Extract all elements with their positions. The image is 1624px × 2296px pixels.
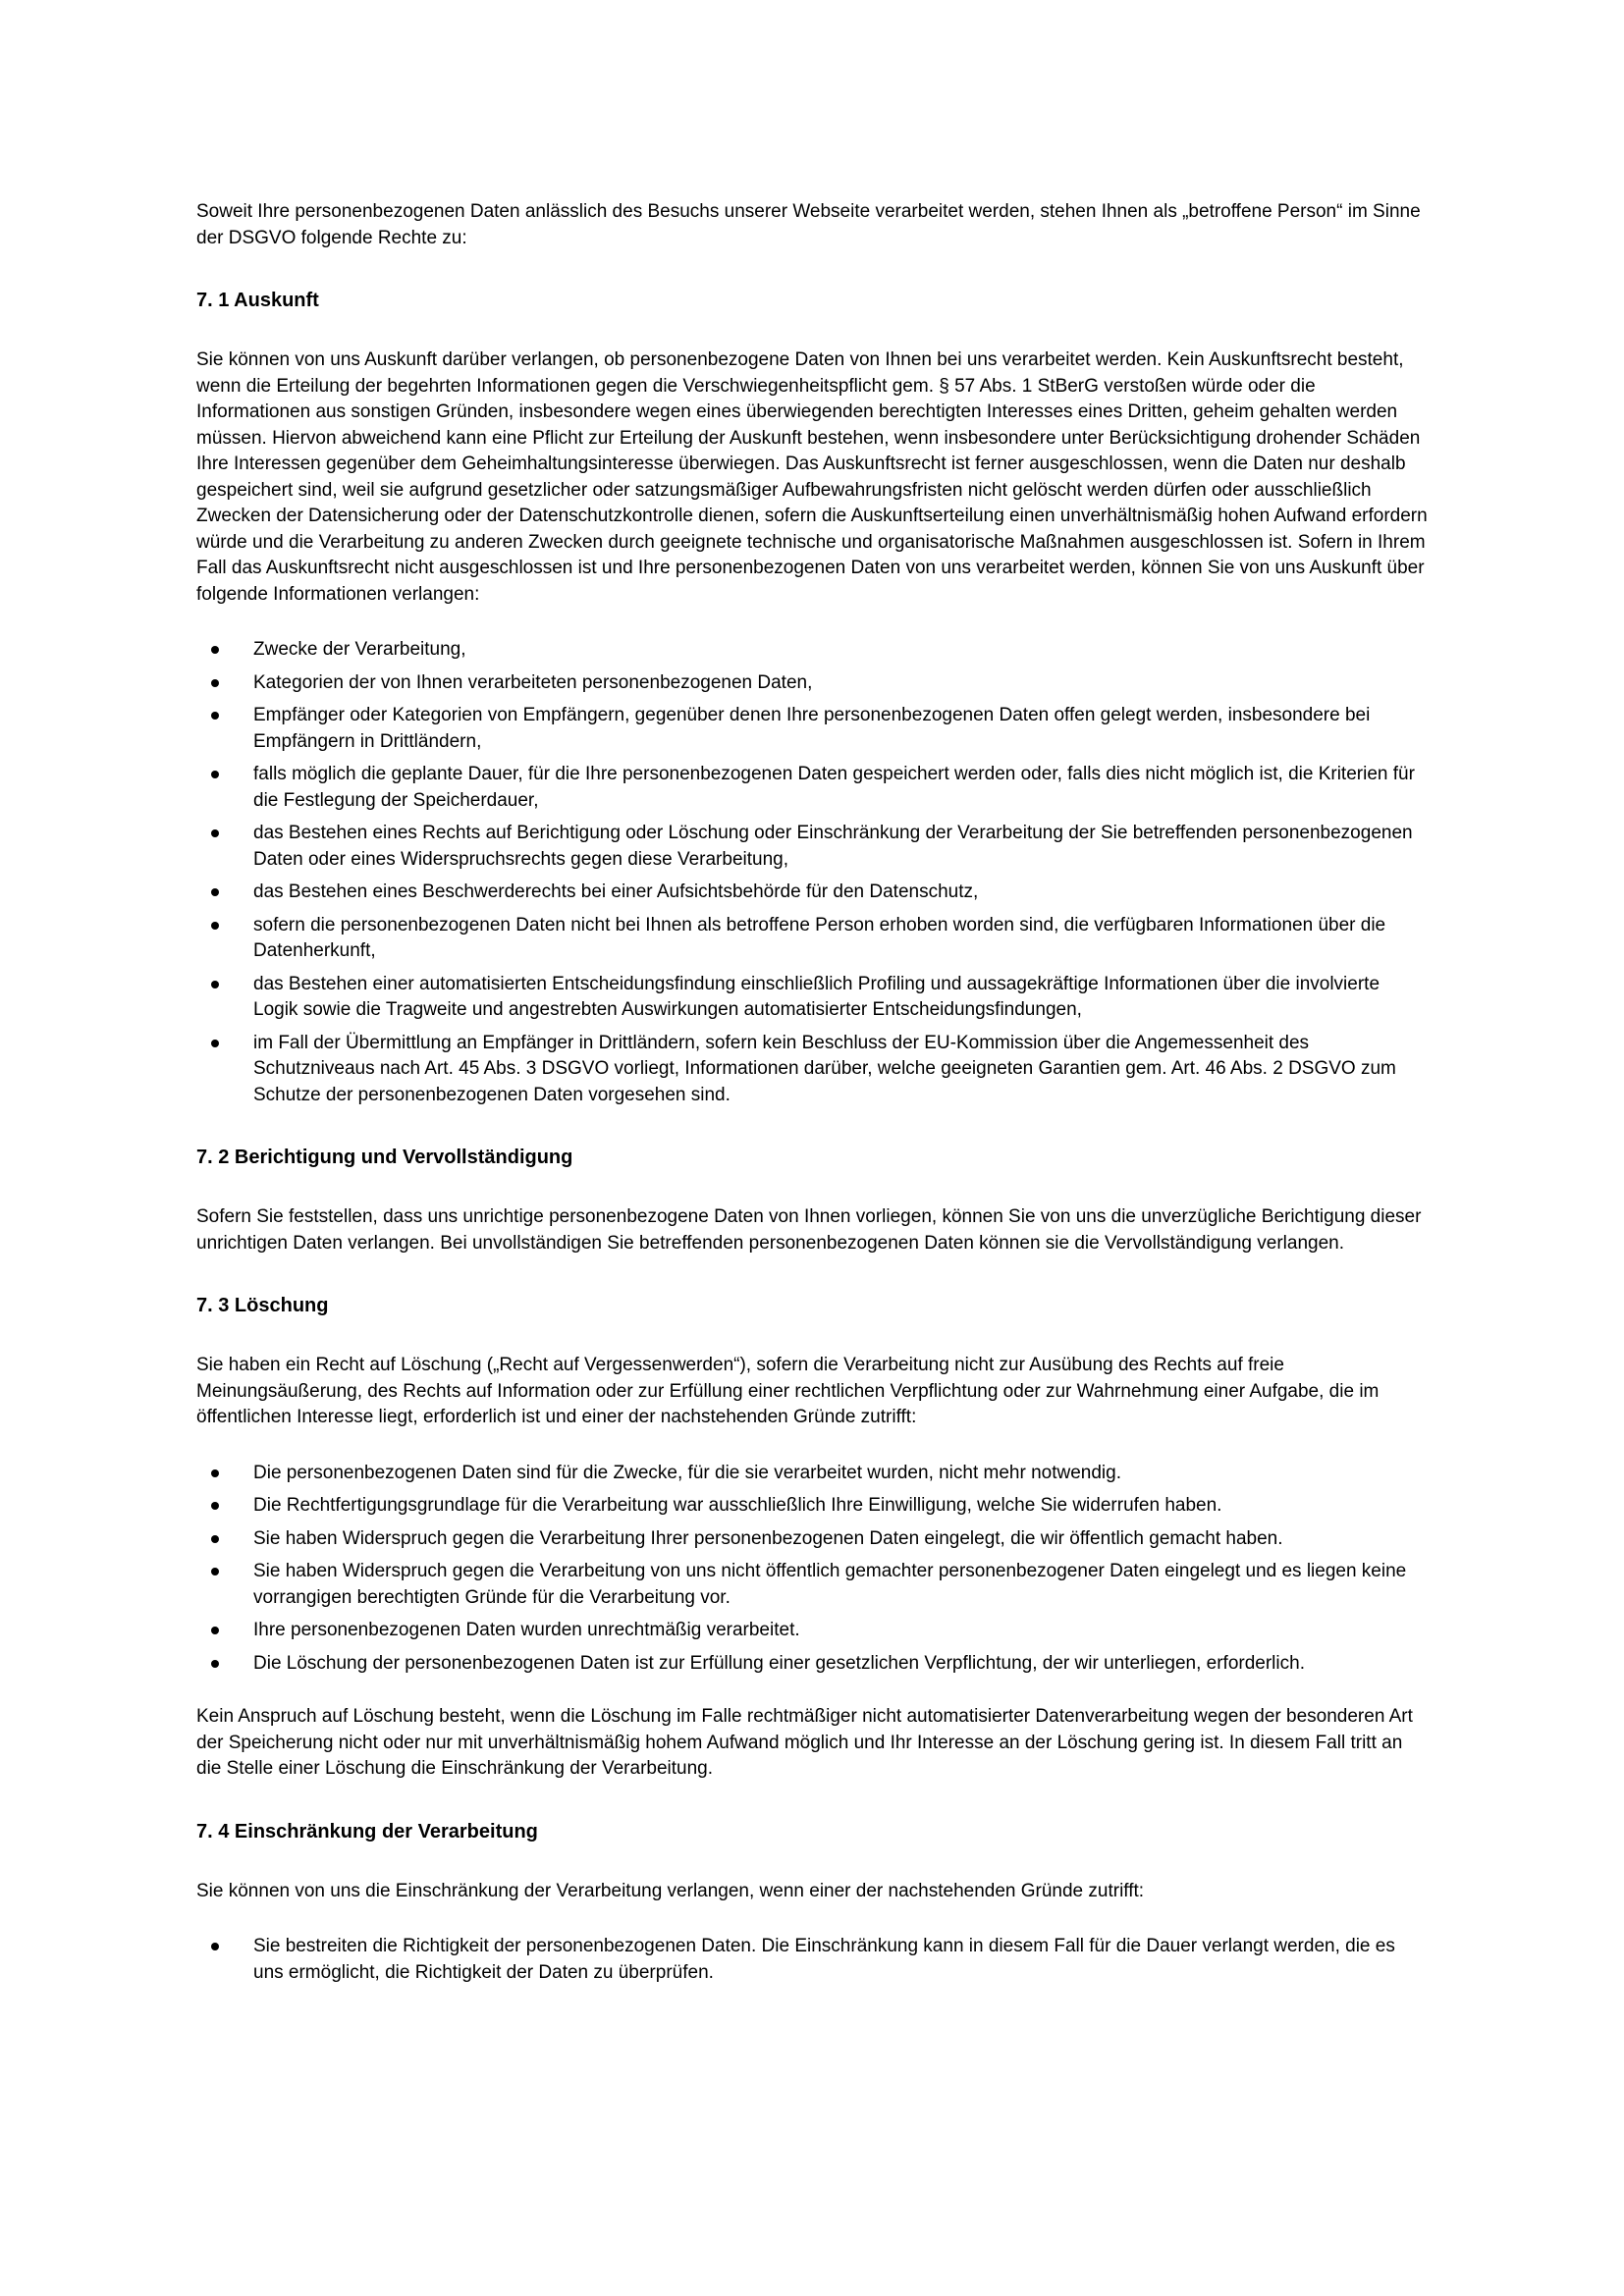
paragraph-7-4-body: Sie können von uns die Einschränkung der Verarbeitung verlangen, wenn einer der nachstehenden Gründe zutrifft: xyxy=(196,1880,1145,1901)
paragraph-7-1-body: Sie können von uns Auskunft darüber verlangen, ob personenbezogene Daten von Ihnen bei uns verarbeitet werden. Kein Auskunftsrecht besteht, wenn die Erteilung der begehrten Informationen gegen die Verschwiegenheitspflicht gem. § 57 Abs. 1 StBerG verstoßen würde oder die Informationen aus sonstigen Gründen, insbesondere wegen eines überwiegenden berechtigten Interesses eines Dritten, geheim gehalten werden müssen. Hiervon abweichend kann eine Pflicht zur Erteilung der Auskunft bestehen, wenn insbesondere unter Berücksichtigung drohender Schäden Ihre Interessen gegenüber dem Geheimhaltungsinteresse überwiegen. Das Auskunftsrecht ist ferner ausgeschlossen, wenn die Daten nur deshalb gespeichert sind, weil sie aufgrund gesetzlicher oder satzungsmäßiger Aufbewahrungsfristen nicht gelöscht werden dürfen oder ausschließlich Zwecken der Datensicherung oder der Datenschutzkontrolle dienen, sofern die Auskunftserteilung einen unverhältnismäßig hohen Aufwand erfordern würde und die Verarbeitung zu anderen Zwecken durch geeignete technische und organisatorische Maßnahmen ausgeschlossen ist. Sofern in Ihrem Fall das Auskunftsrecht nicht ausgeschlossen ist und Ihre personenbezogenen Daten von uns verarbeitet werden, können Sie von uns Auskunft über folgende Informationen verlangen: xyxy=(196,349,1428,605)
bullet-item: Kategorien der von Ihnen verarbeiteten personenbezogenen Daten, xyxy=(253,670,1428,697)
bullet-list-7-1 xyxy=(196,637,1428,1108)
bullet-item: sofern die personenbezogenen Daten nicht bei Ihnen als betroffene Person erhoben worden sind, die verfügbaren Informationen über die Datenherkunft, xyxy=(253,913,1428,965)
bullet-item: falls möglich die geplante Dauer, für die Ihre personenbezogenen Daten gespeichert werden oder, falls dies nicht möglich ist, die Kriterien für die Festlegung der Speicherdauer, xyxy=(253,762,1428,814)
heading-7-2-berichtigung: 7. 2 Berichtigung und Vervollständigung xyxy=(196,1147,573,1168)
bullet-item: Die Löschung der personenbezogenen Daten ist zur Erfüllung einer gesetzlichen Verpflichtung, der wir unterliegen, erforderlich. xyxy=(253,1651,1428,1678)
paragraph-7-3-body: Sie haben ein Recht auf Löschung („Recht auf Vergessenwerden“), sofern die Verarbeitung nicht zur Ausübung des Rechts auf freie Meinungsäußerung, des Rechts auf Information oder zur Erfüllung einer rechtlichen Verpflichtung oder zur Wahrnehmung einer Aufgabe, die im öffentlichen Interesse liegt, erforderlich ist und einer der nachstehenden Gründe zutrifft: xyxy=(196,1355,1380,1427)
heading-7-4-einschraenkung: 7. 4 Einschränkung der Verarbeitung xyxy=(196,1820,538,1842)
heading-7-1-auskunft: 7. 1 Auskunft xyxy=(196,290,319,311)
heading-7-3-loeschung: 7. 3 Löschung xyxy=(196,1295,329,1316)
bullet-item: Empfänger oder Kategorien von Empfängern, gegenüber denen Ihre personenbezogenen Daten offen gelegt werden, insbesondere bei Empfängern in Drittländern, xyxy=(253,703,1428,755)
bullet-item: das Bestehen eines Beschwerderechts bei einer Aufsichtsbehörde für den Datenschutz, xyxy=(253,880,1428,906)
bullet-item: Die Rechtfertigungsgrundlage für die Verarbeitung war ausschließlich Ihre Einwilligung, welche Sie widerrufen haben. xyxy=(253,1493,1428,1520)
bullet-item: im Fall der Übermittlung an Empfänger in Drittländern, sofern kein Beschluss der EU-Kommission über die Angemessenheit des Schutzniveaus nach Art. 45 Abs. 3 DSGVO vorliegt, Informationen darüber, welche geeigneten Garantien gem. Art. 46 Abs. 2 DSGVO zum Schutze der personenbezogenen Daten vorgesehen sind. xyxy=(253,1031,1428,1109)
bullet-item: Die personenbezogenen Daten sind für die Zwecke, für die sie verarbeitet wurden, nicht mehr notwendig. xyxy=(253,1461,1428,1487)
paragraph-7-3-after: Kein Anspruch auf Löschung besteht, wenn die Löschung im Falle rechtmäßiger nicht automatisierter Datenverarbeitung wegen der besonderen Art der Speicherung nicht oder nur mit unverhältnismäßig hohem Aufwand möglich und Ihr Interesse an der Löschung gering ist. In diesem Fall tritt an die Stelle einer Löschung die Einschränkung der Verarbeitung. xyxy=(196,1706,1413,1779)
bullet-list-7-4 xyxy=(196,1934,1428,1986)
paragraph-7-2-body: Sofern Sie feststellen, dass uns unrichtige personenbezogene Daten von Ihnen vorliegen, können Sie von uns die unverzügliche Berichtigung dieser unrichtigen Daten verlangen. Bei unvollständigen Sie betreffenden personenbezogenen Daten können sie die Vervollständigung verlangen. xyxy=(196,1206,1422,1254)
bullet-item: das Bestehen eines Rechts auf Berichtigung oder Löschung oder Einschränkung der Verarbeitung der Sie betreffenden personenbezogenen Daten oder eines Widerspruchsrechts gegen diese Verarbeitung, xyxy=(253,821,1428,873)
bullet-item: Sie haben Widerspruch gegen die Verarbeitung Ihrer personenbezogenen Daten eingelegt, die wir öffentlich gemacht haben. xyxy=(253,1526,1428,1553)
bullet-item: Sie bestreiten die Richtigkeit der personenbezogenen Daten. Die Einschränkung kann in diesem Fall für die Dauer verlangt werden, die es uns ermöglicht, die Richtigkeit der Daten zu überprüfen. xyxy=(253,1934,1428,1986)
bullet-item: Sie haben Widerspruch gegen die Verarbeitung von uns nicht öffentlich gemachter personenbezogener Daten eingelegt und es liegen keine vorrangigen berechtigten Gründe für die Verarbeitung vor. xyxy=(253,1559,1428,1611)
bullet-item: Ihre personenbezogenen Daten wurden unrechtmäßig verarbeitet. xyxy=(253,1618,1428,1644)
bullet-item: Zwecke der Verarbeitung, xyxy=(253,637,1428,664)
intro-paragraph: Soweit Ihre personenbezogenen Daten anlässlich des Besuchs unserer Webseite verarbeitet werden, stehen Ihnen als „betroffene Person“ im Sinne der DSGVO folgende Rechte zu: xyxy=(196,201,1421,248)
bullet-list-7-3 xyxy=(196,1461,1428,1678)
bullet-item: das Bestehen einer automatisierten Entscheidungsfindung einschließlich Profiling und aussagekräftige Informationen über die involvierte Logik sowie die Tragweite und angestrebten Auswirkungen automatisierter Entscheidungsfindungen, xyxy=(253,972,1428,1024)
